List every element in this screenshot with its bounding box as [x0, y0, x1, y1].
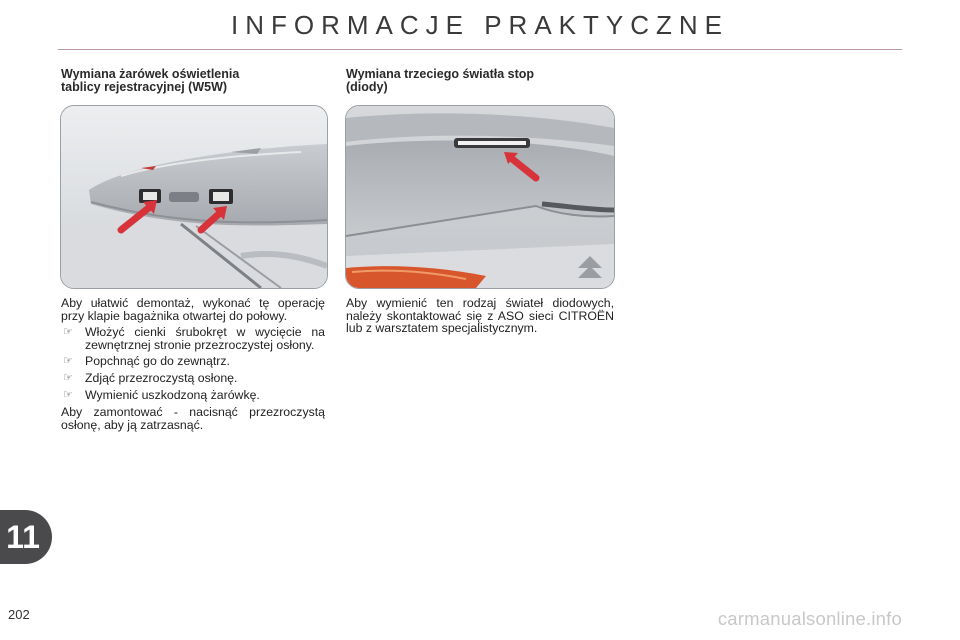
section-title-line: Wymiana żarówek oświetlenia: [61, 67, 240, 81]
outro-paragraph: Aby zamontować - nacisnąć przezroczystą osłonę, aby ją zatrzasnąć.: [61, 405, 325, 432]
section-title-line: tablicy rejestracyjnej (W5W): [61, 80, 228, 94]
pointing-hand-icon: ☞: [63, 355, 73, 368]
instruction-step: [61, 326, 325, 351]
section-title-line: Wymiana trzeciego światła stop: [346, 67, 535, 81]
header-rule: [58, 49, 902, 50]
instruction-step: [61, 389, 325, 402]
instruction-step-text: Zdjąć przezroczystą osłonę.: [85, 370, 238, 385]
left-body-text: [61, 297, 325, 431]
instruction-step-text: Włożyć cienki śrubokręt w wycięcie na zewnętrznej stronie przezroczystej osłony.: [85, 325, 325, 352]
pointing-hand-icon: ☞: [63, 326, 73, 339]
pointing-hand-icon: ☞: [63, 371, 73, 384]
section-title-plate-lamp: [61, 68, 326, 94]
figure-third-stop-light: [345, 105, 615, 289]
instruction-step: [61, 355, 325, 368]
instruction-step-text: Popchnąć go do zewnątrz.: [85, 354, 230, 369]
right-body-text: Aby wymienić ten rodzaj świateł diodowych, należy skontaktować się z ASO sieci CITROËN lub z warsztatem specjalistycznym.: [346, 296, 614, 336]
chapter-number: 11: [6, 519, 40, 555]
instruction-step: [61, 372, 325, 385]
watermark: carmanualsonline.info: [717, 608, 902, 629]
chapter-tab: [0, 510, 52, 564]
pointing-hand-icon: ☞: [63, 388, 73, 401]
instruction-step-text: Wymienić uszkodzoną żarówkę.: [85, 387, 260, 402]
intro-paragraph: Aby ułatwić demontaż, wykonać tę operację przy klapie bagażnika otwartej do połowy.: [61, 296, 325, 323]
section-title-line: (diody): [346, 80, 388, 94]
page-number: 202: [8, 607, 30, 622]
figure-tailgate-plate-lamps: [60, 105, 328, 289]
page-title: INFORMACJE PRAKTYCZNE: [230, 10, 730, 40]
section-title-stop-light: [346, 68, 611, 94]
